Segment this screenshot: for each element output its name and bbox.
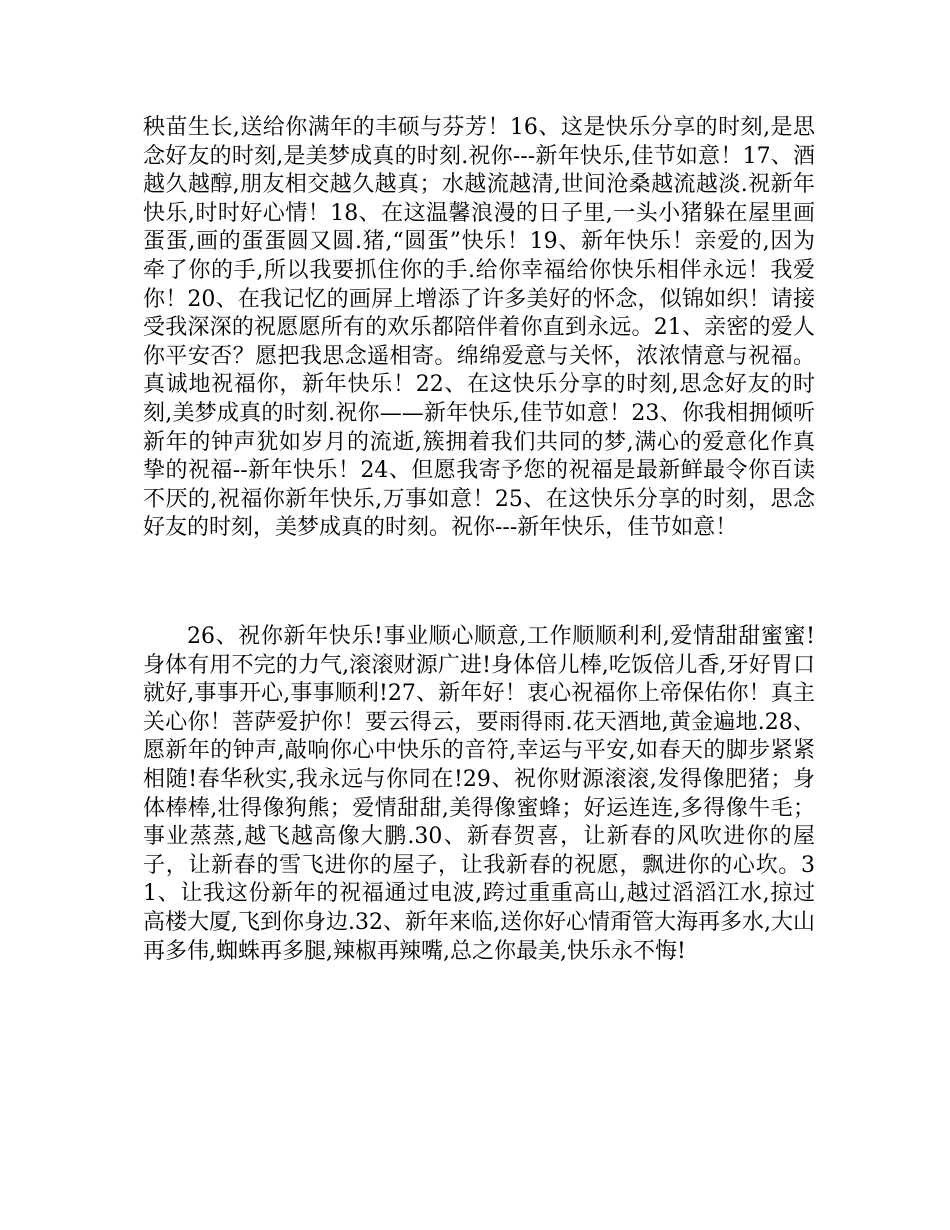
body-paragraph-1: 秧苗生长,送给你满年的丰硕与芬芳！16、这是快乐分享的时刻,是思念好友的时刻,是美梦成真的时刻.祝你---新年快乐,佳节如意！17、酒越久越醇,朋友相交越久越真；水越流越清,世间沧桑越流越淡.祝新年快乐,时时好心情！18、在这温馨浪漫的日子里,一头小猪躲在屋里画蛋蛋,画的蛋蛋圆又圆.猪,“圆蛋”快乐！19、新年快乐！亲爱的,因为牵了你的手,所以我要抓住你的手.给你幸福给你快乐相伴永远！我爱你！20、在我记忆的画屏上增添了许多美好的怀念，似锦如织！请接受我深深的祝愿愿所有的欢乐都陪伴着你直到永远。21、亲密的爱人你平安否？愿把我思念遥相寄。绵绵爱意与关怀，浓浓情意与祝福。真诚地祝福你，新年快乐！22、在这快乐分享的时刻,思念好友的时刻,美梦成真的时刻.祝你——新年快乐,佳节如意！23、你我相拥倾听新年的钟声犹如岁月的流逝,簇拥着我们共同的梦,满心的爱意化作真挚的祝福--新年快乐！24、但愿我寄予您的祝福是最新鲜最令你百读不厌的,祝福你新年快乐,万事如意！25、在这快乐分享的时刻，思念好友的时刻，美梦成真的时刻。祝你---新年快乐，佳节如意！ [143, 115, 815, 541]
body-paragraph-2: 26、祝你新年快乐!事业顺心顺意,工作顺顺利利,爱情甜甜蜜蜜!身体有用不完的力气,滚滚财源广进!身体倍儿棒,吃饭倍儿香,牙好胃口就好,事事开心,事事顺利!27、新年好！衷心祝福你上帝保佑你！真主关心你！菩萨爱护你！要云得云，要雨得雨.花天酒地,黄金遍地.28、愿新年的钟声,敲响你心中快乐的音符,幸运与平安,如春天的脚步紧紧相随!春华秋实,我永远与你同在!29、祝你财源滚滚,发得像肥猪；身体棒棒,壮得像狗熊；爱情甜甜,美得像蜜蜂；好运连连,多得像牛毛；事业蒸蒸,越飞越高像大鹏.30、新春贺喜，让新春的风吹进你的屋子，让新春的雪飞进你的屋子，让我新春的祝愿，飘进你的心坎。31、让我这份新年的祝福通过电波,跨过重重高山,越过滔滔江水,掠过高楼大厦,飞到你身边.32、新年来临,送你好心情甭管大海再多水,大山再多伟,蜘蛛再多腿,辣椒再辣嘴,总之你最美,快乐永不悔! [143, 624, 815, 964]
